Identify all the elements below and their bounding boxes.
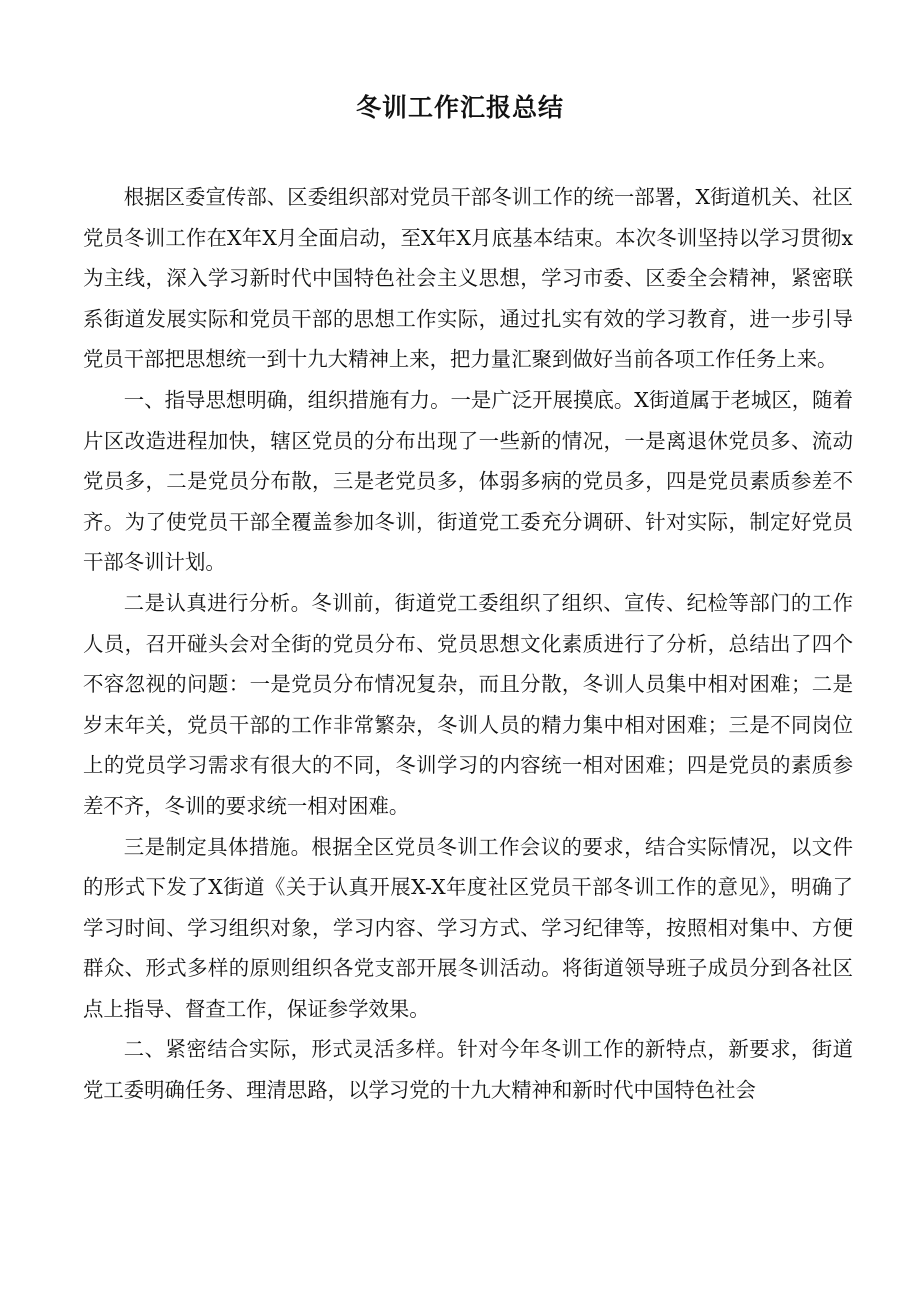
document-body — [83, 177, 853, 1111]
paragraph-section-1: 一、指导思想明确，组织措施有力。一是广泛开展摸底。X街道属于老城区，随着片区改造进程加快，辖区党员的分布出现了一些新的情况，一是离退休党员多、流动党员多，二是党员分布散，三是老党员多，体弱多病的党员多，四是党员素质参差不齐。为了使党员干部全覆盖参加冬训，街道党工委充分调研、针对实际，制定好党员干部冬训计划。 — [83, 387, 853, 575]
document-title: 冬训工作汇报总结 — [355, 93, 564, 122]
paragraph-intro: 根据区委宣传部、区委组织部对党员干部冬训工作的统一部署，X街道机关、社区党员冬训工作在X年X月全面启动，至X年X月底基本结束。本次冬训坚持以学习贯彻x为主线，深入学习新时代中国特色社会主义思想，学习市委、区委全会精神，紧密联系街道发展实际和党员干部的思想工作实际，通过扎实有效的学习教育，进一步引导党员干部把思想统一到十九大精神上来，把力量汇聚到做好当前各项工作任务上来。 — [83, 185, 853, 372]
paragraph-section-2: 二、紧密结合实际，形式灵活多样。针对今年冬训工作的新特点，新要求，街道党工委明确任务、理清思路，以学习党的十九大精神和新时代中国特色社会 — [83, 1037, 853, 1103]
paragraph-analysis: 二是认真进行分析。冬训前，街道党工委组织了组织、宣传、纪检等部门的工作人员，召开碰头会对全街的党员分布、党员思想文化素质进行了分析，总结出了四个不容忽视的问题：一是党员分布情况复杂，而且分散，冬训人员集中相对困难；二是岁末年关，党员干部的工作非常繁杂，冬训人员的精力集中相对困难；三是不同岗位上的党员学习需求有很大的不同，冬训学习的内容统一相对困难；四是党员的素质参差不齐，冬训的要求统一相对困难。 — [83, 590, 853, 818]
paragraph-measures: 三是制定具体措施。根据全区党员冬训工作会议的要求，结合实际情况，以文件的形式下发了X街道《关于认真开展X-X年度社区党员干部冬训工作的意见》，明确了学习时间、学习组织对象，学习内容、学习方式、学习纪律等，按照相对集中、方便群众、形式多样的原则组织各党支部开展冬训活动。将街道领导班子成员分到各社区点上指导、督查工作，保证参学效果。 — [83, 834, 853, 1021]
